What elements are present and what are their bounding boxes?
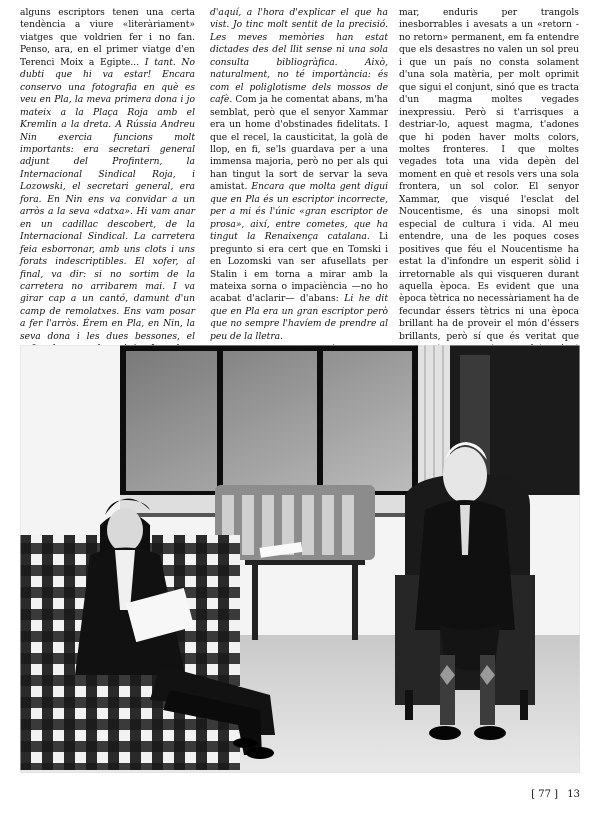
italic-quote: Encara que molta gent digui que en Pla és un escriptor incorrecte, per a mi és l'únic «gran escriptor de prosa», així, entre cometes, que ha tingut la Renaixença catalana.: [210, 182, 388, 243]
italic-quote: I tant. No dubti que hi va estar! Encara conservo una fotografia en què es veu en Pla, la meva primera dona i jo mateix a la Plaça Roja amb el Kremlin a la dreta. A Rússia Andreu Nin exercia funcions molt importants: era secretari general adjunt del Profintern, la Internacional Sindical Roja, i Lozowski, el secretari general, era fora. En Nin ens va convidar a un arròs a la seva «datxa». Hi vam anar en un cadillac descobert, de la Internacional Sindical. La carretera feia esborronar, amb uns clots i uns forats indescriptibles. El xofer, al final, va dir: si no sortim de la carretera no arribarem mai. I va girar cap a un cantó, damunt d'un camp de remolatxes. Ens vam posar a fer l'arròs. Érem en Pla, en Nin, la seva dona i les dues bessones, el: [20, 57, 196, 342]
body-text: Li pregunto si era cert que en Tomski i en Lozomski van ser afusellats per Stalin i em torna a mirar amb la mateixa sorna o impaciència —no ho acabat d'aclarir— d'abans:: [210, 232, 388, 305]
body-text: mar, enduris per trangols inesborrables i avesats a un «retorn - no retorn» permanent, em fa entendre que els desastres no valen un sol preu i que un país no consta solament d'una sola matèria, per molt oprimit que sigui el conjunt, sinó que es tracta d'un magma moltes vegades inexpressiu. Però si t'arrisques a destriar-lo, aquest magma, t'adones que hi poden haver molts colors, moltes fronteres. I que moltes vegades tota una vida depèn del moment en què et resols vers una sola frontera, un sol color. El senyor Xammar, que visqué l'esclat del Noucentisme, és una sinopsi molt especial de cultura i vida. Al meu entendre, una de les poques coses positives que féu el Noucentisme ha estat la d'infondre un esperit sòlid i irretornable als qui visqueren durant aquella època. Es evident que una època tètrica no necessàriament ha de fecundar éssers tètrics ni una època brillant ha de proveir el món d'éssers brillants, però sí que és veritat que: [399, 8, 579, 342]
interview-photo: [20, 345, 580, 773]
italic-quote: Li he dit que en Pla era un gran escriptor però que no sempre l'havíem de prendre al peu de la lletra.: [210, 294, 389, 342]
italic-quote: d'aquí, a l'hora d'explicar el que ha vist. Jo tinc molt sentit de la precisió. Les meves memòries han estat dictades des del llit sense ni una sola consulta bibliogràfica. Això, naturalment, no té importància: és com el poliglotisme dels mossos de cafè.: [210, 8, 388, 106]
page-number: 13: [567, 789, 580, 800]
paragraph: [210, 7, 388, 343]
issue-number: [ 77 ]: [531, 789, 559, 800]
body-text: alguns escriptors tenen una certa tendència a viure «literàriament» viatges que voldrien fer i no fan. Penso, ara, en el primer viatge d'en Terenci Moix a Egipte...: [20, 8, 195, 68]
page-footer: [531, 789, 580, 800]
body-text: Com ja he comentat abans, m'ha semblat, però que el senyor Xammar era un home d'obstinades fidelitats. I que el recel, la causticitat, la golà de llop, en fi, se'ls guardava per a una immensa majoria, però no per als qui han tingut la sort de servar la seva amistat.: [210, 95, 388, 193]
